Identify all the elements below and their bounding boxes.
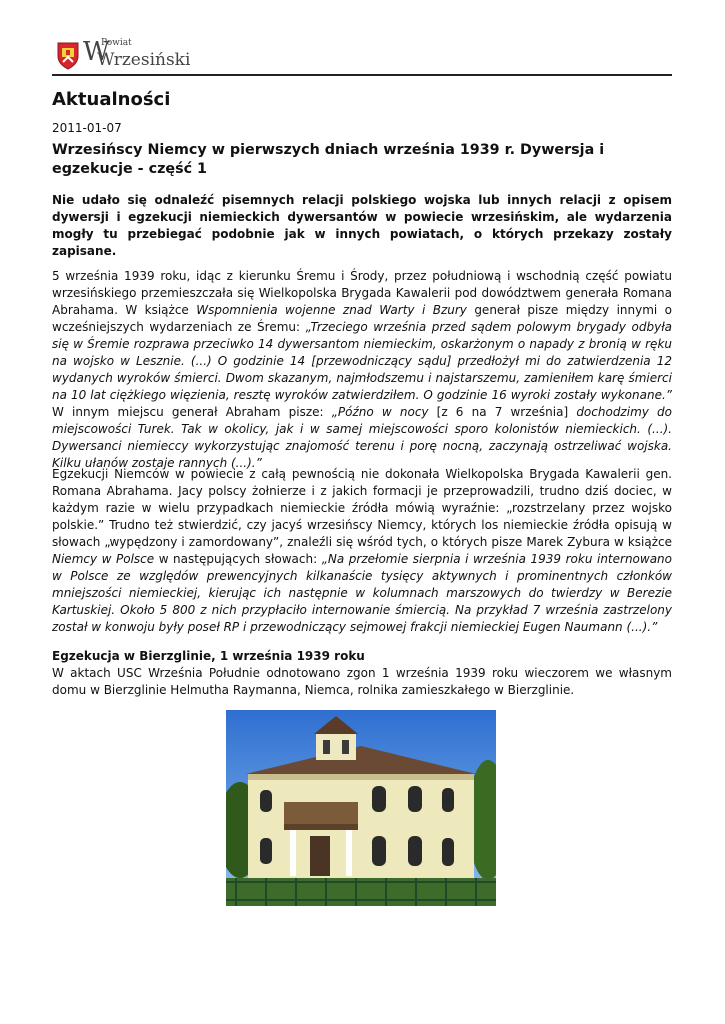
logo-wordmark bbox=[83, 36, 191, 70]
text-run: 5 września 1939 roku, idąc z kierunku Śremu i Środy, przez południową i wschodnią część powiatu wrzesińskiego przemieszczała się Wielkopolska Brygada Kawalerii pod dowództwem generała Romana Abrahama. W książce bbox=[52, 269, 672, 317]
article-paragraph-3: W aktach USC Września Południe odnotowano zgon 1 września 1939 roku wieczorem we własnym domu w Bierzglinie Helmutha Raymanna, Niemca, rolnika zamieszkałego w Bierzglinie. bbox=[52, 666, 672, 697]
text-run: generał pisze między innymi o wcześniejszych wydarzeniach ze Śremu: bbox=[52, 303, 673, 334]
article-subheading: Egzekucja w Bierzglinie, 1 września 1939 roku bbox=[52, 649, 365, 663]
house-illustration bbox=[226, 710, 496, 906]
logo-name: Wrzesiński bbox=[97, 50, 191, 70]
quote: „Na przełomie sierpnia i września 1939 roku internowano w Polsce ze względów prewencyjnych kilkanaście tysięcy aktywnych i prominentnych członków mniejszości niemieckiej, kierując ich następnie w kolumnach marszowych do twierdzy w Berezie Kartuskiej. Około 5 800 z nich przypłaciło internowanie śmiercią. Na przykład 7 września zastrzelony został w konwoju były poseł RP i przewodniczący sejmowej frakcji niemieckiej Eugen Naumann (...).” bbox=[52, 552, 673, 634]
text-run: w następujących słowach: bbox=[154, 552, 322, 566]
article-paragraph-1 bbox=[52, 268, 672, 472]
text-run: W innym miejscu generał Abraham pisze: bbox=[52, 405, 332, 419]
article-paragraph-2 bbox=[52, 466, 672, 636]
article-lead: Nie udało się odnaleźć pisemnych relacji polskiego wojska lub innych relacji z opisem dywersji i egzekucji niemieckich dywersantów w powiecie wrzesińskim, ale wydarzenia mogły tu przebiegać podobnie jak w innych powiatach, o których przekazy zostały zapisane. bbox=[52, 193, 672, 258]
section-title: Aktualności bbox=[52, 89, 171, 110]
quote: dochodzimy do miejscowości Turek. Tak w okolicy, jak i w samej miejscowości sporo kolonistów niemieckich. (...). Dywersanci niemieccy wykorzystując znajomość terenu i porę nocną, zaczynają ostrzeliwać wojska. Kilku ułanów zostaje rannych (...).” bbox=[52, 405, 672, 470]
coat-of-arms-icon bbox=[57, 42, 79, 70]
quote: „Późno w nocy bbox=[331, 405, 429, 419]
logo-powiat: Powiat bbox=[101, 38, 132, 48]
article-date: 2011-01-07 bbox=[52, 121, 122, 135]
logo-initial: W bbox=[83, 37, 109, 67]
book-title: Wspomnienia wojenne znad Warty i Bzury bbox=[196, 303, 467, 317]
text-run: [z 6 na 7 września] bbox=[428, 405, 577, 419]
book-title: Niemcy w Polsce bbox=[52, 552, 155, 566]
site-logo[interactable] bbox=[57, 36, 191, 70]
quote: „Trzeciego września przed sądem polowym brygady odbyła się w Śremie rozprawa przeciwko 14 dywersantom niemieckim, oskarżonym o napady z bronią w ręku na wojsko w Lesznie. (...) O godzinie 14 [przewodniczący sądu] przedłożył mi do zatwierdzenia 12 wydanych wyroków śmierci. Dwom skazanym, najmłodszemu i najstarszemu, zamieniłem karę śmierci na 10 lat ciężkiego więzienia, resztę wyroków zatwierdziłem. O godzinie 16 wyroki zostały wykonane.” bbox=[52, 320, 672, 402]
site-header bbox=[52, 34, 672, 76]
house-photo bbox=[226, 710, 496, 906]
article-title: Wrzesińscy Niemcy w pierwszych dniach września 1939 r. Dywersja i egzekucje - część 1 bbox=[52, 142, 605, 177]
text-run: Egzekucji Niemców w powiecie z całą pewnością nie dokonała Wielkopolska Brygada Kawalerii gen. Romana Abrahama. Jacy polscy żołnierze i z jakich formacji je przeprowadzili, trudno dziś dociec, w każdym razie w wielu przypadkach niemieckie źródła mówią wyraźnie: „rozstrzelany przez wojsko polskie.” Trudno też stwierdzić, czy jacyś wrzesińscy Niemcy, których los niemieckie źródła opisują w słowach „wypędzony i zamordowany”, znaleźli się wśród tych, o których pisze Marek Zybura w książce bbox=[52, 467, 672, 549]
